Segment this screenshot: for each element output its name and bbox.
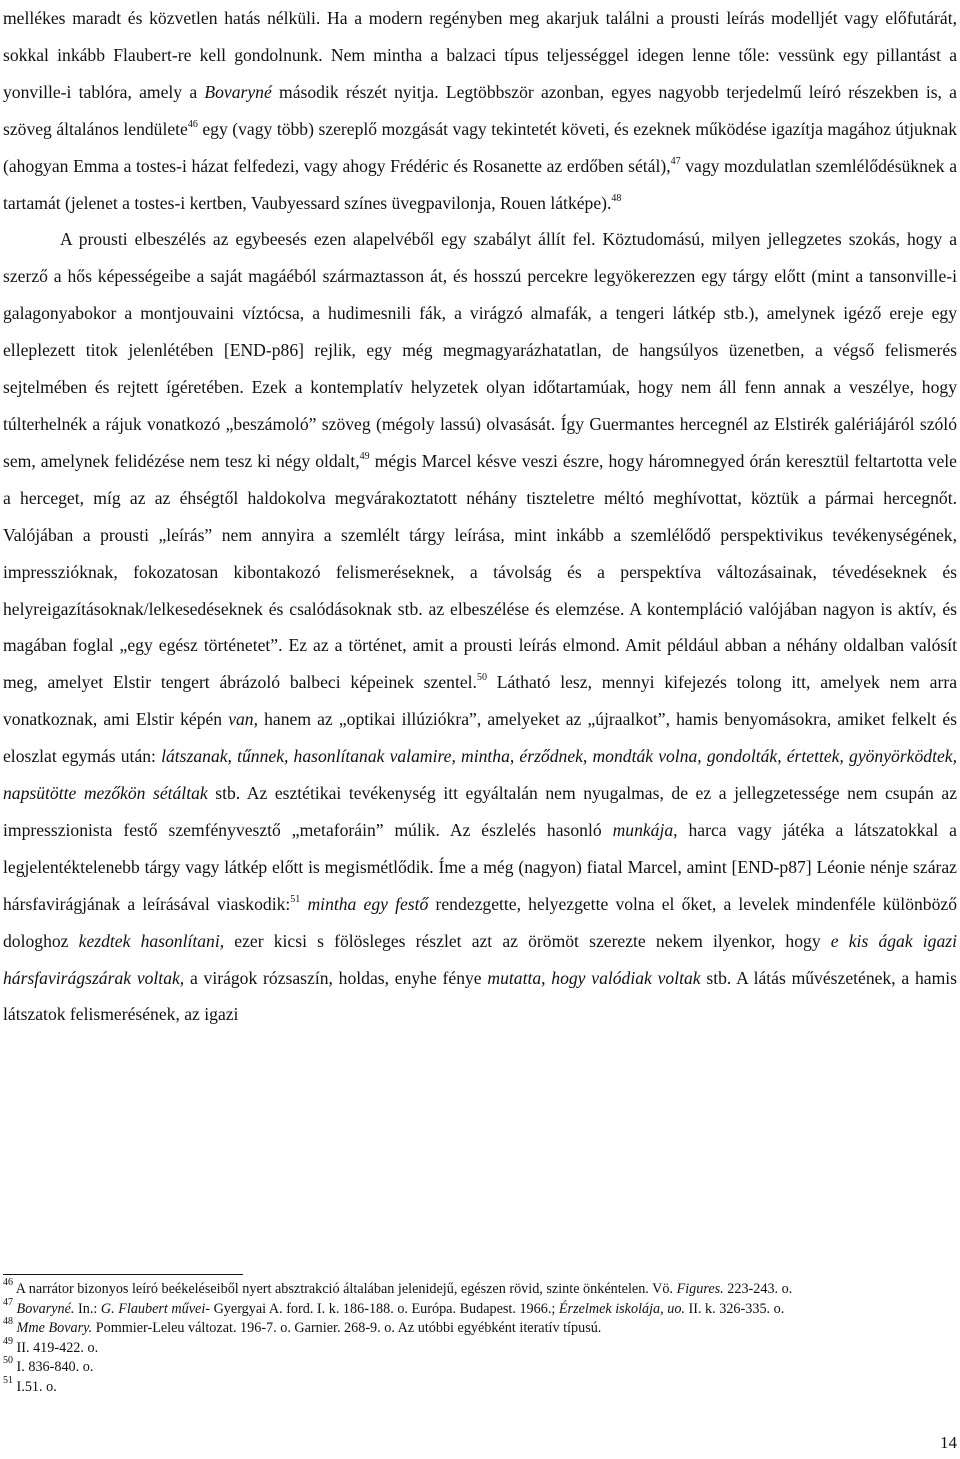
text-run: Látható lesz, mennyi kifejezés tolong itt, amelyek nem arra vonatkoznak, ami Elstir képén	[3, 672, 957, 730]
footnote-item	[3, 1277, 953, 1300]
text-run: II. 419-422. o.	[13, 1339, 99, 1356]
text-run: Pommier-Leleu változat. 196-7. o. Garnier. 268-9. o. Az utóbbi egyébként iteratív típusú.	[92, 1320, 602, 1337]
footnote-reference: 50	[3, 1355, 13, 1367]
footnote-item	[3, 1335, 953, 1359]
footnote-reference: 50	[476, 672, 487, 684]
text-run: In.:	[74, 1300, 101, 1317]
footnote-item	[3, 1374, 953, 1398]
italic-text: van,	[228, 709, 259, 730]
italic-text: kezdtek hasonlítani,	[78, 930, 225, 951]
body-paragraph	[3, 0, 957, 221]
text-run: második részét nyitja. Legtöbbször azonban, egyes nagyobb terjedelmű leíró részekben is, a szöveg általános lendülete	[3, 81, 957, 139]
footnote-reference: 48	[611, 192, 622, 204]
italic-text: e kis ágak igazi hársfavirágszárak voltak,	[3, 930, 958, 988]
italic-text: Bovaryné.	[16, 1300, 75, 1317]
footnote-reference: 46	[187, 118, 198, 130]
italic-text: mutatta, hogy valódiak voltak	[487, 967, 701, 988]
text-run: mellékes maradt és közvetlen hatás nélküli. Ha a modern regényben meg akarjuk találni a prousti leírás modelljét vagy előfutárát, sokkal inkább Flaubert-re kell gondolnunk. Nem mintha a balzaci típus teljességgel idegen lenne tőle: vessünk egy pillantást a yonville-i tablóra, amely a	[3, 8, 957, 102]
footnote-reference: 49	[3, 1335, 13, 1347]
text-run: II. k. 326-335. o.	[684, 1300, 785, 1317]
italic-text: Figures.	[676, 1281, 724, 1297]
italic-text: látszanak, tűnnek, hasonlítanak valamire, mintha, érződnek, mondták volna, gondolták, értettek, gyönyörködtek, napsütötte mezőkön sétáltak	[3, 746, 957, 804]
footnotes	[3, 1277, 953, 1398]
text-run: 223-243. o.	[723, 1281, 793, 1297]
footnote-reference: 51	[3, 1374, 13, 1386]
text-run: stb. A látás művészetének, a hamis látszatok felismerésének, az igazi	[3, 967, 957, 1025]
text-run: Gyergyai A. ford. I. k. 186-188. o. Európa. Budapest. 1966.;	[210, 1300, 559, 1317]
text-run: mégis Marcel késve veszi észre, hogy háromnegyed órán keresztül feltartotta vele a herceget, míg az az éhségtől haldokolva megvárakoztatott néhány tiszteletre méltó meghívottat, köztük a pármai hercegnőt. Valójában a prousti „leírás” nem annyira a szemlélt tárgy leírása, mint inkább a szemlélődő perspektivikus tevékenységének, impresszióknak, fokozatosan kibontakozó felismeréseknek, a távolság és a perspektíva változásainak, tévedéseknek és helyreigazításoknak/lelkesedéseknek és csalódásoknak stb. az elbeszélése és elemzése. A kontempláció valójában nagyon is aktív, és magában foglal „egy egész történetet”. Ez az a történet, amit a prousti leírás elmond. Amit például abban a néhány oldalban valósít meg, amelyet Elstir tengert ábrázoló balbeci képeinek szentel.	[3, 450, 957, 693]
footnote-reference: 51	[290, 893, 301, 905]
footnote-reference: 46	[3, 1277, 13, 1288]
text-run: harca vagy játéka a látszatokkal a legjelentéktelenebb tárgy vagy látkép előtt is megismétlődik. Íme a még (nagyon) fiatal Marcel, amint [END-p87] Léonie nénje száraz hársfavirágjának a leírásával viaskodik:	[3, 819, 957, 914]
italic-text: mintha egy festő	[307, 893, 429, 914]
footnote-item	[3, 1296, 953, 1320]
text-run: stb. Az esztétikai tevékenység itt egyáltalán nem nyugalmas, de ez a jellegzetessége nem csupán az impresszionista festő szemfényvesztő „metaforáin” múlik. Az észlelés hasonló	[3, 783, 957, 840]
text-run: a virágok rózsaszín, holdas, enyhe fénye	[184, 967, 488, 988]
page-number: 14	[940, 1433, 957, 1452]
body-paragraph	[3, 221, 957, 1033]
text-run: I. 836-840. o.	[13, 1359, 94, 1376]
text-run: vagy mozdulatlan szemlélődésüknek a tartamát (jelenet a tostes-i kertben, Vaubyessard színes üvegpavilonja, Rouen látképe).	[3, 155, 957, 213]
text-run: rendezgette, helyezgette volna el őket, a levelek mindenféle különböző dologhoz	[3, 893, 957, 951]
footnote-item	[3, 1316, 953, 1339]
italic-text: Bovaryné	[204, 81, 272, 102]
text-run: egy (vagy több) szereplő mozgását vagy tekintetét követi, és ezeknek működése igazítja magához útjuknak (ahogyan Emma a tostes-i házat felfedezi, vagy ahogy Frédéric és Rosanette az erdőben sétál),	[3, 118, 958, 176]
italic-text: Érzelmek iskolája, uo.	[558, 1300, 685, 1317]
footnote-reference: 49	[359, 450, 370, 462]
italic-text: G. Flaubert művei-	[100, 1300, 211, 1317]
text-run: I.51. o.	[13, 1378, 57, 1395]
footnote-item	[3, 1355, 953, 1378]
text-run: A prousti elbeszélés az egybeesés ezen alapelvéből egy szabályt állít fel. Köztudomású, milyen jellegzetes szokás, hogy a szerző a hős képességeibe a saját magáéból származtasson át, és hosszú percekre legyökerezzen egy tárgy előtt (mint a tansonville-i galagonyabokor a montjouvaini víztócsa, a hudimesnili fák, a virágzó almafák, a tengeri látkép stb.), amelynek igéző ereje egy elleplezett titok jelenlétében [END-p86] rejlik, egy még megmagyarázhatatlan, de hangsúlyos üzenetben, a végső felismerés sejtelmében és rejtett ígéretében. Ezek a kontemplatív helyzetek olyan időtartamúak, hogy nem áll fenn annak a veszélye, hogy túlterhelnék a rájuk vonatkozó „beszámoló” szöveg (mégoly lassú) olvasását. Így Guermantes hercegnél az Elstirék galériájáról szóló sem, amelynek felidézése nem tesz ki négy oldalt,	[3, 229, 957, 471]
text-run: hanem az „optikai illúziókra”, amelyeket az „újraalkot”, hamis benyomásokra, amiket felkelt és eloszlat egymás után:	[3, 709, 957, 767]
italic-text: munkája,	[612, 819, 678, 840]
footnote-reference: 48	[3, 1316, 13, 1328]
footnote-separator	[3, 1274, 243, 1275]
italic-text: Mme Bovary.	[16, 1320, 93, 1337]
main-text	[3, 0, 957, 1033]
footnote-reference: 47	[3, 1296, 13, 1308]
document-page	[3, 0, 957, 1033]
text-run: A narrátor bizonyos leíró beékeléseiből nyert absztrakció általában jelenidejű, egészen rövid, szinte önkéntelen. Vö.	[13, 1281, 677, 1297]
footnote-reference: 47	[670, 155, 681, 167]
text-run: ezer kicsi s fölösleges részlet azt az örömöt szerezte nekem ilyenkor, hogy	[224, 930, 831, 951]
